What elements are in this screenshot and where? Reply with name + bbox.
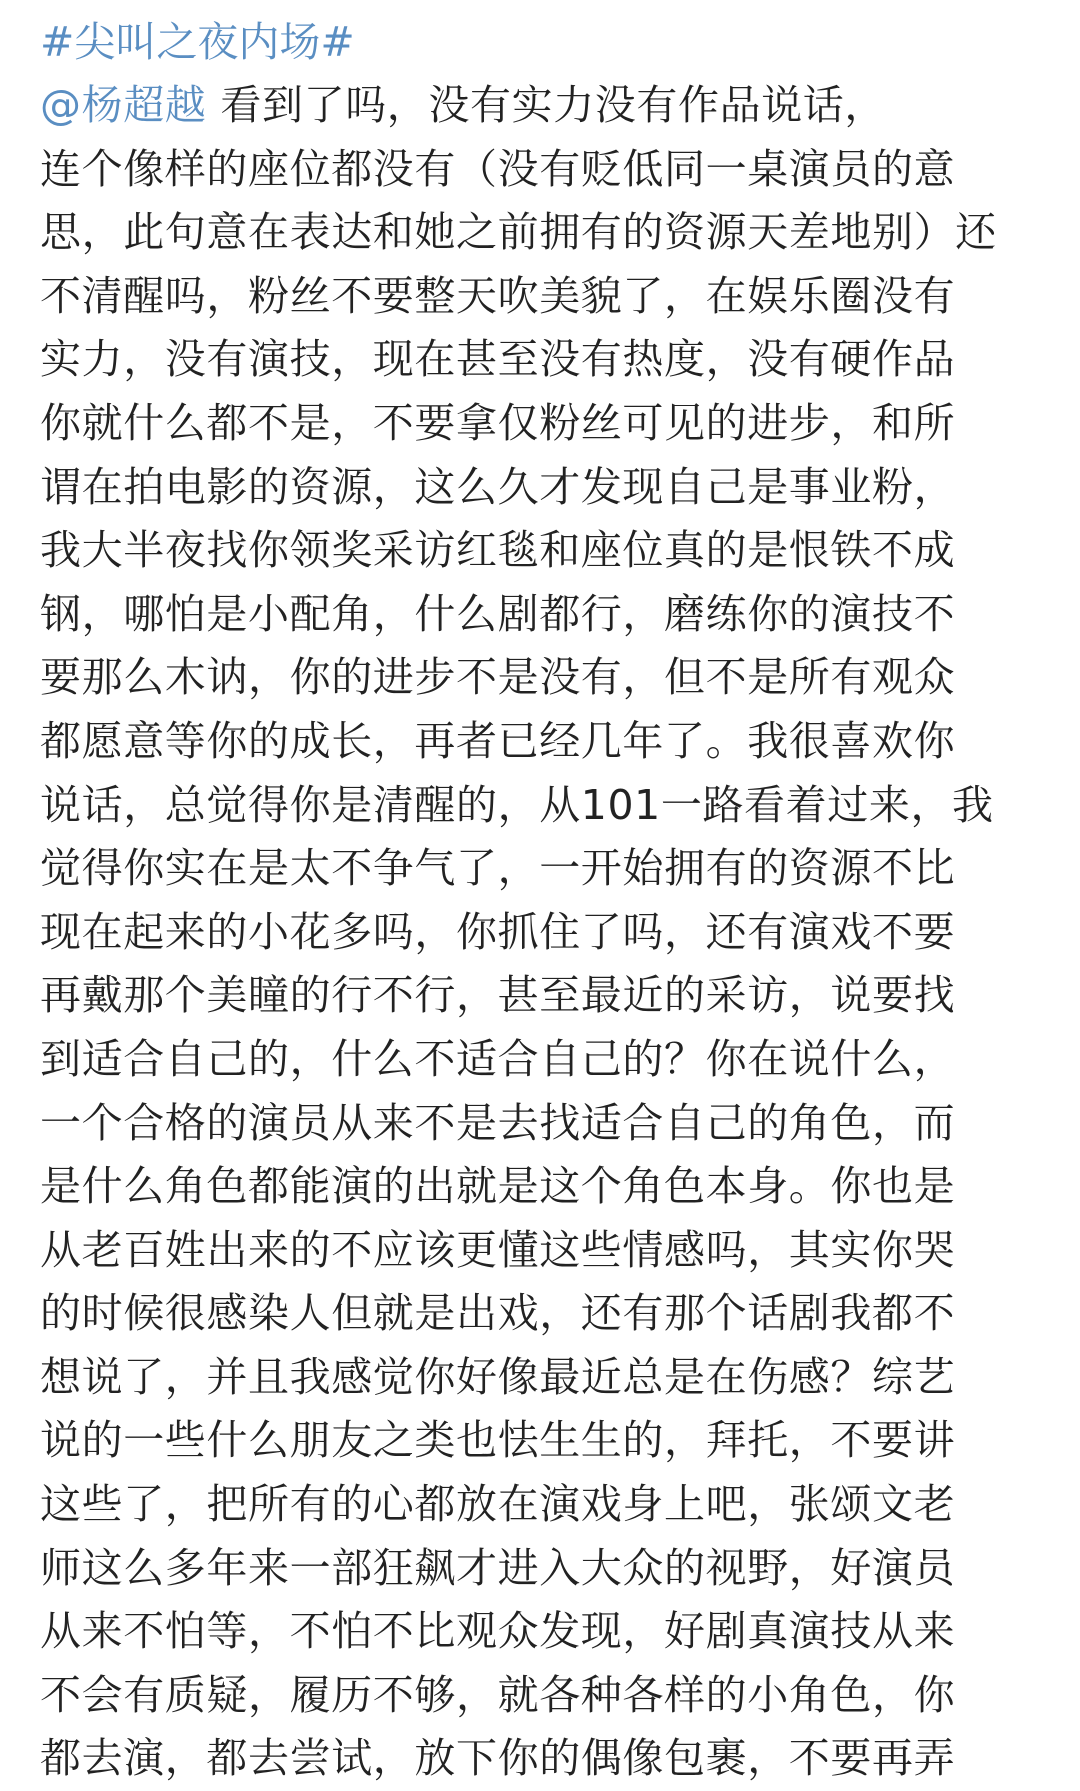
mention-link[interactable]: @杨超越 — [40, 81, 207, 129]
post-text-line: 谓在拍电影的资源，这么久才发现自己是事业粉， — [40, 462, 956, 511]
post-text-line: 钢，哪怕是小配角，什么剧都行，磨练你的演技不 — [40, 589, 956, 638]
post-text-line: 连个像样的座位都没有（没有贬低同一桌演员的意 — [40, 144, 956, 193]
post-text-line: 这些了，把所有的心都放在演戏身上吧，张颂文老 — [40, 1480, 956, 1529]
post-text-line: 是什么角色都能演的出就是这个角色本身。你也是 — [40, 1162, 956, 1211]
post-text-line: 觉得你实在是太不争气了，一开始拥有的资源不比 — [40, 844, 956, 893]
post-text-line: 说的一些什么朋友之类也怯生生的，拜托，不要讲 — [40, 1416, 956, 1465]
post-text-line: 现在起来的小花多吗，你抓住了吗，还有演戏不要 — [40, 907, 956, 956]
post-text-line: 一个合格的演员从来不是去找适合自己的角色，而 — [40, 1098, 956, 1147]
hashtag-link[interactable]: #尖叫之夜内场# — [40, 18, 355, 66]
post-body — [40, 10, 1060, 1791]
post-text-line: 实力，没有演技，现在甚至没有热度，没有硬作品 — [40, 335, 956, 384]
post-text-line: 你就什么都不是，不要拿仅粉丝可见的进步，和所 — [40, 398, 956, 447]
post-text-line: 的时候很感染人但就是出戏，还有那个话剧我都不 — [40, 1289, 956, 1338]
post-text-line: 要那么木讷，你的进步不是没有，但不是所有观众 — [40, 653, 956, 702]
post-text-line: 从来不怕等，不怕不比观众发现，好剧真演技从来 — [40, 1607, 956, 1656]
post-text-line: 说话，总觉得你是清醒的，从101一路看着过来，我 — [40, 780, 994, 829]
post-text-line: 看到了吗，没有实力没有作品说话， — [220, 81, 887, 129]
post-text-line: 想说了，并且我感觉你好像最近总是在伤感？综艺 — [40, 1352, 956, 1401]
post-text-line: 从老百姓出来的不应该更懂这些情感吗，其实你哭 — [40, 1225, 956, 1274]
post-text-line: 都愿意等你的成长，再者已经几年了。我很喜欢你 — [40, 716, 956, 765]
mention-line — [40, 74, 1060, 138]
hashtag-line — [40, 10, 1060, 74]
post-text-line: 都去演，都去尝试，放下你的偶像包裹，不要再弄 — [40, 1734, 956, 1783]
post-text-line: 思，此句意在表达和她之前拥有的资源天差地别）还 — [40, 208, 997, 257]
post-text-line: 不会有质疑，履历不够，就各种各样的小角色，你 — [40, 1670, 956, 1719]
post-text-line: 到适合自己的，什么不适合自己的？你在说什么， — [40, 1034, 956, 1083]
post-text-line: 再戴那个美瞳的行不行，甚至最近的采访，说要找 — [40, 971, 956, 1020]
post-text-line: 我大半夜找你领奖采访红毯和座位真的是恨铁不成 — [40, 526, 956, 575]
post-text-line: 师这么多年来一部狂飙才进入大众的视野，好演员 — [40, 1543, 956, 1592]
post-text-line: 不清醒吗，粉丝不要整天吹美貌了，在娱乐圈没有 — [40, 271, 956, 320]
